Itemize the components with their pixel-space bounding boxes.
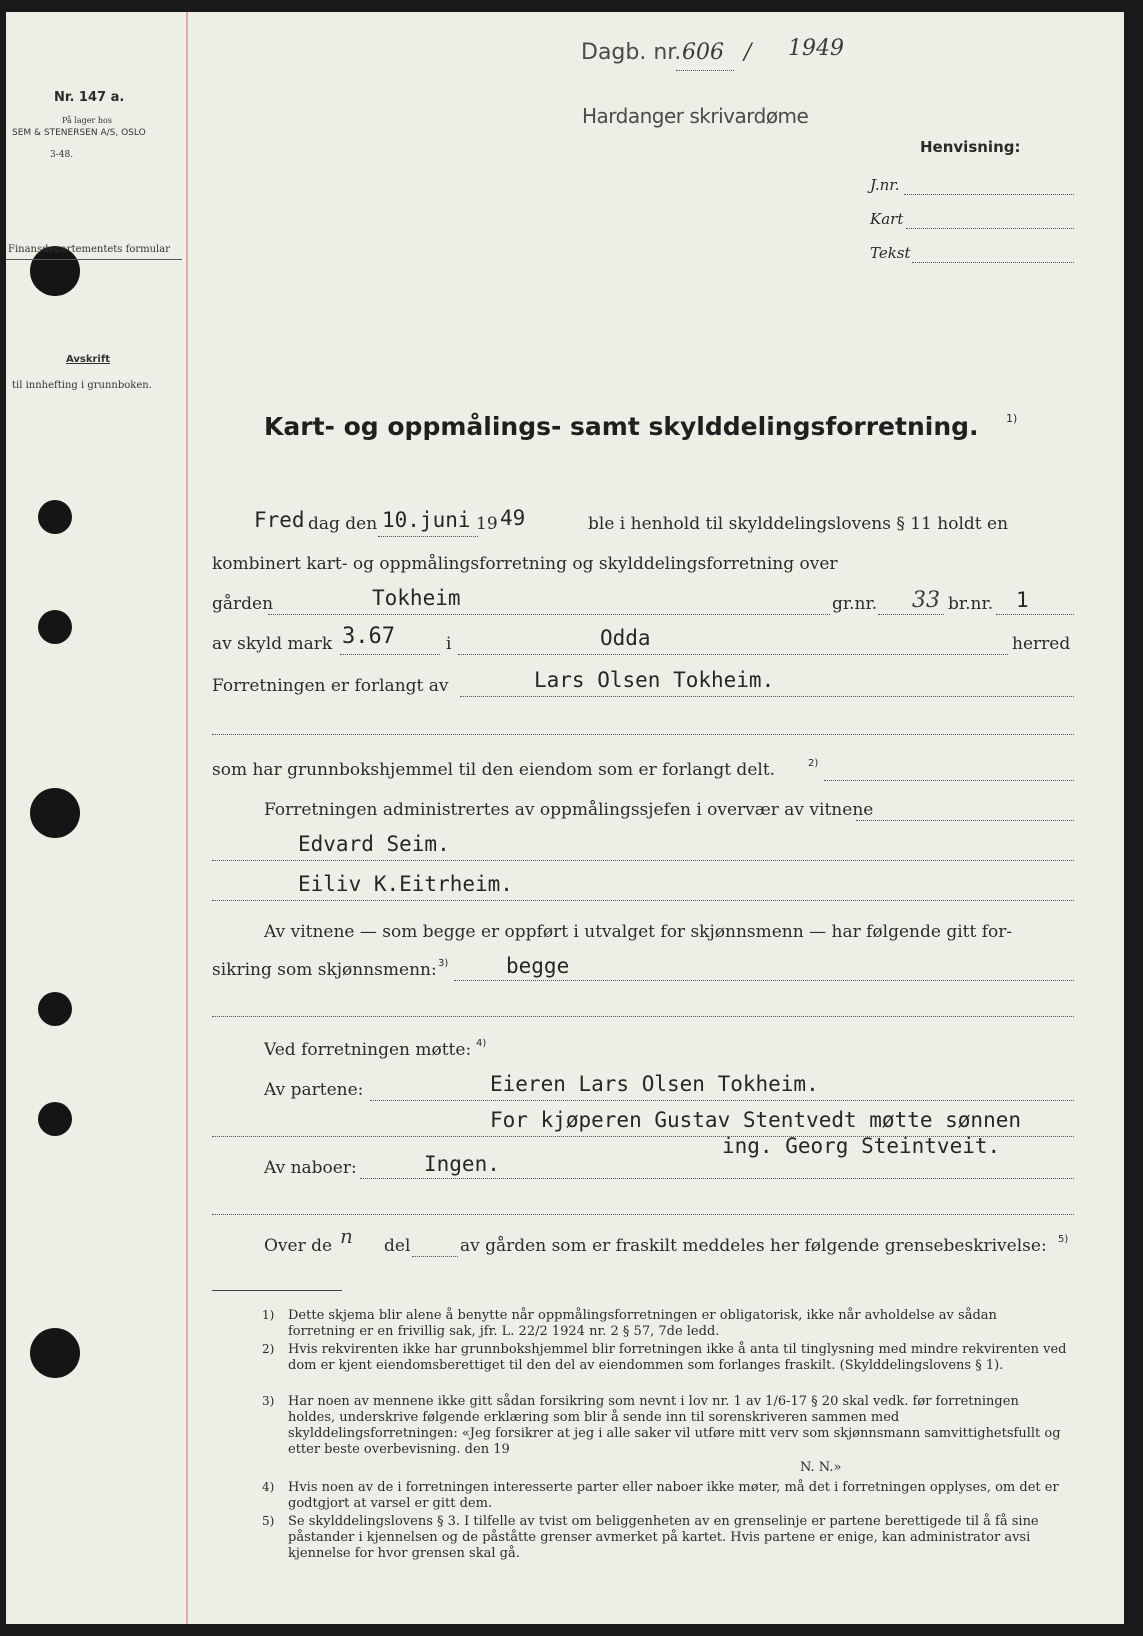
- witness-footnote-mark: 3): [438, 958, 449, 969]
- reference-title: Henvisning:: [920, 138, 1021, 156]
- ref-tekst-line: [912, 262, 1074, 263]
- document-page: [6, 12, 1124, 1624]
- dagb-number-line: [676, 70, 734, 71]
- dagb-label: Dagb. nr.: [581, 40, 682, 65]
- boundary-text: av gården som er fraskilt meddeles her følgende grensebeskrivelse:: [460, 1236, 1047, 1256]
- printer-line-1: På lager hos: [62, 116, 112, 125]
- deed-text: som har grunnbokshjemmel til den eiendom som er forlangt delt.: [212, 760, 776, 780]
- footnote-divider: [212, 1290, 342, 1291]
- ref-kart-line: [906, 228, 1074, 229]
- title-footnote-mark: 1): [1006, 412, 1018, 425]
- requested-label: Forretningen er forlangt av: [212, 676, 449, 696]
- punch-hole-icon: [38, 1102, 72, 1136]
- blank-line-2: [212, 1016, 1074, 1017]
- blank-line-3: [212, 1214, 1074, 1215]
- admin-line: [856, 820, 1074, 821]
- held-text: ble i henhold til skylddelingslovens § 11 holdt en: [588, 514, 1009, 534]
- witness-2-line: [212, 900, 1074, 901]
- punch-hole-icon: [38, 500, 72, 534]
- witness-answer: begge: [506, 954, 570, 978]
- present-label: Ved forretningen møtte:: [264, 1040, 472, 1060]
- footnote-3: Har noen av mennene ikke gitt sådan forsikring som nevnt i lov nr. 1 av 1/6-17 § 20 skal vedk. før forretningen holdes, underskrive følgende erklæring som blir å sende inn til sorenskriveren sammen med skylddelingsforretningen: «Jeg forsikrer at jeg i alle saker vil utføre mitt verv som skjønnsmann samvittighetsfullt og etter beste overbevisning. den 19: [288, 1394, 1061, 1457]
- witness-1: Edvard Seim.: [298, 832, 450, 856]
- witness-answer-line: [454, 980, 1074, 981]
- ministry-form: Finansdepartementets formular: [8, 244, 170, 255]
- punch-hole-icon: [38, 992, 72, 1026]
- footnote-4: Hvis noen av de i forretningen interesserte parter eller naboer ikke møter, må det i forretningen opplyses, om det er godtgjort at varsel er gitt dem.: [288, 1480, 1059, 1511]
- requested-line: [460, 696, 1074, 697]
- farm-value: Tokheim: [372, 586, 461, 610]
- neighbours-value: Ingen.: [424, 1152, 500, 1176]
- document-title: Kart- og oppmålings- samt skylddelingsforretning.: [264, 412, 979, 441]
- printer-line-2: SEM & STENERSEN A/S, OSLO: [12, 128, 146, 138]
- year-prefix: 19: [476, 514, 498, 534]
- divider: [6, 259, 182, 260]
- municipality-value: Odda: [600, 626, 651, 650]
- witness-text-1: Av vitnene — som begge er oppført i utvalget for skjønnsmenn — har følgende gitt for-: [264, 922, 1013, 942]
- dagb-year: 1949: [788, 36, 844, 61]
- witness-1-line: [212, 860, 1074, 861]
- grnr-line: [878, 614, 944, 615]
- parties-3: ing. Georg Steintveit.: [722, 1134, 1001, 1158]
- skyld-line: [340, 654, 440, 655]
- footnote-2-mark: 2): [262, 1342, 275, 1356]
- del-label: del: [384, 1236, 411, 1256]
- brnr-value: 1: [1016, 588, 1029, 612]
- farm-line: [268, 614, 830, 615]
- over-value: n: [340, 1224, 353, 1248]
- form-number: Nr. 147 a.: [54, 90, 125, 105]
- footnote-3-signature: N. N.»: [800, 1460, 842, 1475]
- date-line: [378, 536, 478, 537]
- punch-hole-icon: [38, 610, 72, 644]
- copy-note: til innhefting i grunnboken.: [12, 380, 152, 391]
- footnote-1-mark: 1): [262, 1308, 275, 1322]
- punch-hole-icon: [30, 788, 80, 838]
- punch-hole-icon: [30, 1328, 80, 1378]
- witness-text-2: sikring som skjønnsmenn:: [212, 960, 437, 980]
- neighbours-label: Av naboer:: [264, 1158, 357, 1178]
- boundary-footnote-mark: 5): [1058, 1234, 1069, 1245]
- witness-2: Eiliv K.Eitrheim.: [298, 872, 513, 896]
- neighbours-line: [360, 1178, 1074, 1179]
- ref-jnr-line: [904, 194, 1074, 195]
- ref-jnr-label: J.nr.: [870, 176, 900, 194]
- ref-tekst-label: Tekst: [870, 244, 911, 262]
- footnote-4-mark: 4): [262, 1480, 275, 1494]
- present-footnote-mark: 4): [476, 1038, 487, 1049]
- skyld-value: 3.67: [342, 624, 395, 649]
- margin-line: [186, 12, 188, 1624]
- grnr-value: 33: [912, 588, 940, 613]
- combined-text: kombinert kart- og oppmålingsforretning og skylddelingsforretning over: [212, 554, 838, 574]
- farm-label: gården: [212, 594, 274, 614]
- date-value: 10.juni: [382, 508, 471, 532]
- footnote-2: Hvis rekvirenten ikke har grunnbokshjemmel blir forretningen ikke å anta til tinglysning med mindre rekvirenten ved dom er kjent eiendomsberettiget til den del av eiendommen som forlanges fraskilt. (Skylddelingslovens § 1).: [288, 1342, 1067, 1373]
- del-line: [412, 1256, 458, 1257]
- dagb-slash: /: [744, 40, 752, 65]
- parties-line: [370, 1100, 1074, 1101]
- parties-label: Av partene:: [264, 1080, 364, 1100]
- year-value: 49: [500, 506, 526, 530]
- ref-kart-label: Kart: [870, 210, 904, 228]
- footnote-5-mark: 5): [262, 1514, 275, 1528]
- footnote-1: Dette skjema blir alene å benytte når oppmålingsforretningen er obligatorisk, ikke når avholdelse av sådan forretning er en frivillig sak, jfr. L. 22/2 1924 nr. 2 § 57, 7de ledd.: [288, 1308, 997, 1339]
- requested-value: Lars Olsen Tokheim.: [534, 668, 775, 692]
- blank-line: [212, 734, 1074, 735]
- brnr-line: [996, 614, 1074, 615]
- parties-2: For kjøperen Gustav Stentvedt møtte sønnen: [490, 1108, 1022, 1132]
- municipality-line: [458, 654, 1008, 655]
- office-stamp: Hardanger skrivardøme: [582, 104, 809, 128]
- deed-line: [824, 780, 1074, 781]
- grnr-label: gr.nr.: [832, 594, 878, 614]
- dagb-number: 606: [682, 40, 724, 65]
- printer-line-3: 3-48.: [50, 150, 74, 160]
- skyld-label: av skyld mark: [212, 634, 333, 654]
- parties-1: Eieren Lars Olsen Tokheim.: [490, 1072, 819, 1096]
- day-suffix: dag den: [308, 514, 378, 534]
- in-label: i: [446, 634, 452, 654]
- over-label: Over de: [264, 1236, 333, 1256]
- admin-text: Forretningen administrertes av oppmålingssjefen i overvær av vitnene: [264, 800, 874, 820]
- footnote-3-mark: 3): [262, 1394, 275, 1408]
- deed-footnote-mark: 2): [808, 758, 819, 769]
- day-prefix: Fred: [254, 508, 305, 532]
- brnr-label: br.nr.: [948, 594, 994, 614]
- copy-title: Avskrift: [66, 354, 110, 365]
- footnote-5: Se skylddelingslovens § 3. I tilfelle av tvist om beliggenheten av en grenselinje er partene berettigede til å få sine påstander i kjennelsen og de påståtte grenser avmerket på kartet. Hvis partene er enige, kan administrator avsi kjennelse for hvor grensen skal gå.: [288, 1514, 1039, 1561]
- herred-label: herred: [1012, 634, 1071, 654]
